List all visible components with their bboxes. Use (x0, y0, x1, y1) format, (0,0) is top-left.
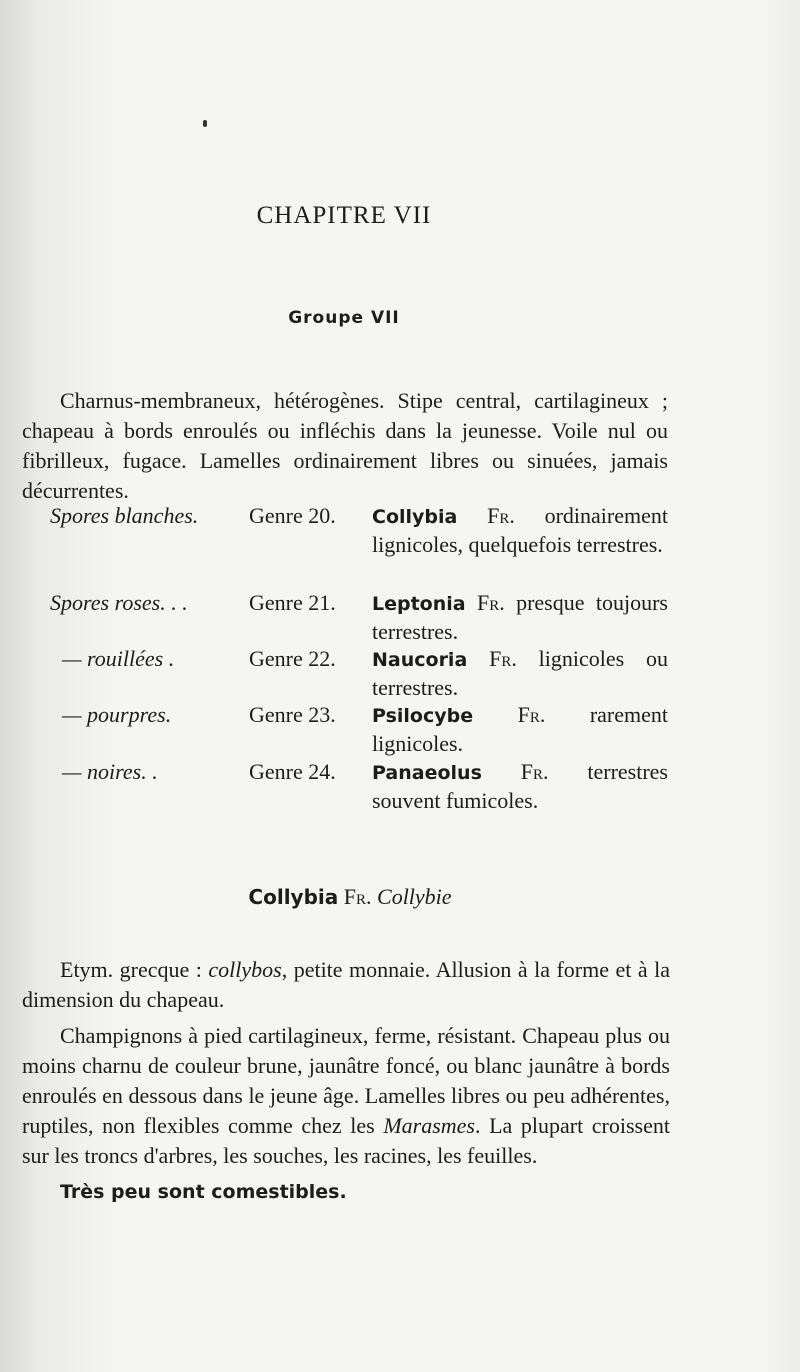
group-description-text: Charnus-membraneux, hétérogènes. Stipe central, cartilagineux ; chapeau à bords enroulés ou infléchis dans la jeunesse. Voile nul ou fibrilleux, fugace. Lamelles ordinairement libres ou sinuées, jamais décurrentes. (22, 388, 668, 503)
section-body (22, 955, 670, 1213)
spore-label: Spores roses. . . (50, 590, 188, 615)
description-rest: . La plupart croissent sur les troncs d'arbres, les souches, les racines, les feuilles. (22, 1113, 670, 1168)
genre-number: Genre 21. (249, 590, 336, 615)
genre-number: Genre 24. (249, 759, 336, 784)
genus-name: Psilocybe (372, 705, 474, 727)
genus-author: Fr. (520, 759, 549, 784)
genus-author: Fr. (517, 702, 546, 727)
ink-dot (203, 120, 207, 127)
genus-name: Naucoria (372, 649, 468, 671)
genus-habitat: presque toujours terrestres. (372, 590, 668, 644)
genus-habitat: terrestres souvent fumicoles. (372, 759, 668, 813)
spore-label: Spores blanches. (50, 503, 199, 528)
genus-description (372, 758, 668, 815)
genus-description (372, 645, 668, 702)
section-genus-name: Collybia (248, 885, 339, 909)
genus-description (372, 502, 668, 559)
genus-name: Leptonia (372, 593, 466, 615)
section-common-name: Collybie (377, 884, 452, 909)
genus-habitat: ordinairement lignicoles, quelquefois terrestres. (372, 503, 668, 557)
etymology-rest: , petite monnaie. Allusion à la forme et à la dimension du chapeau. (22, 957, 670, 1012)
genus-author: Fr. (487, 503, 515, 528)
etymology-paragraph (22, 955, 670, 1015)
genus-name: Collybia (372, 506, 458, 528)
description-word: Marasmes (383, 1113, 475, 1138)
spore-label: — rouillées . (62, 646, 175, 671)
genre-number: Genre 20. (249, 503, 336, 528)
genus-habitat: lignicoles ou terrestres. (372, 646, 669, 700)
genus-name: Panaeolus (372, 762, 482, 784)
description-paragraph (22, 1021, 670, 1171)
genus-description (372, 589, 668, 646)
group-description (22, 386, 668, 506)
edibility-note: Très peu sont comestibles. (60, 1181, 347, 1203)
spore-label: — pourpres. (62, 702, 172, 727)
genus-description (372, 701, 668, 758)
etymology-word: collybos (208, 957, 282, 982)
genus-author: Fr. (476, 590, 505, 615)
chapter-heading: CHAPITRE VII (256, 202, 432, 229)
genus-author: Fr. (489, 646, 517, 671)
genus-habitat: rarement lignicoles. (372, 702, 669, 756)
genre-number: Genre 22. (249, 646, 336, 671)
description-lead: Champignons à pied cartilagineux, ferme, résistant. Chapeau plus ou moins charnu de couleur brune, jaunâtre foncé, ou blanc jaunâtre à bords enroulés en dessous dans le jeune âge. Lamelles libres ou peu adhérentes, ruptiles, non flexibles comme chez les (22, 1023, 670, 1138)
etymology-lead: Etym. grecque : (60, 957, 209, 982)
section-author: Fr. (343, 884, 372, 909)
section-heading (0, 884, 700, 910)
spore-label: — noires. . (62, 759, 158, 784)
genre-number: Genre 23. (249, 702, 336, 727)
group-heading: Groupe VII (288, 308, 400, 328)
